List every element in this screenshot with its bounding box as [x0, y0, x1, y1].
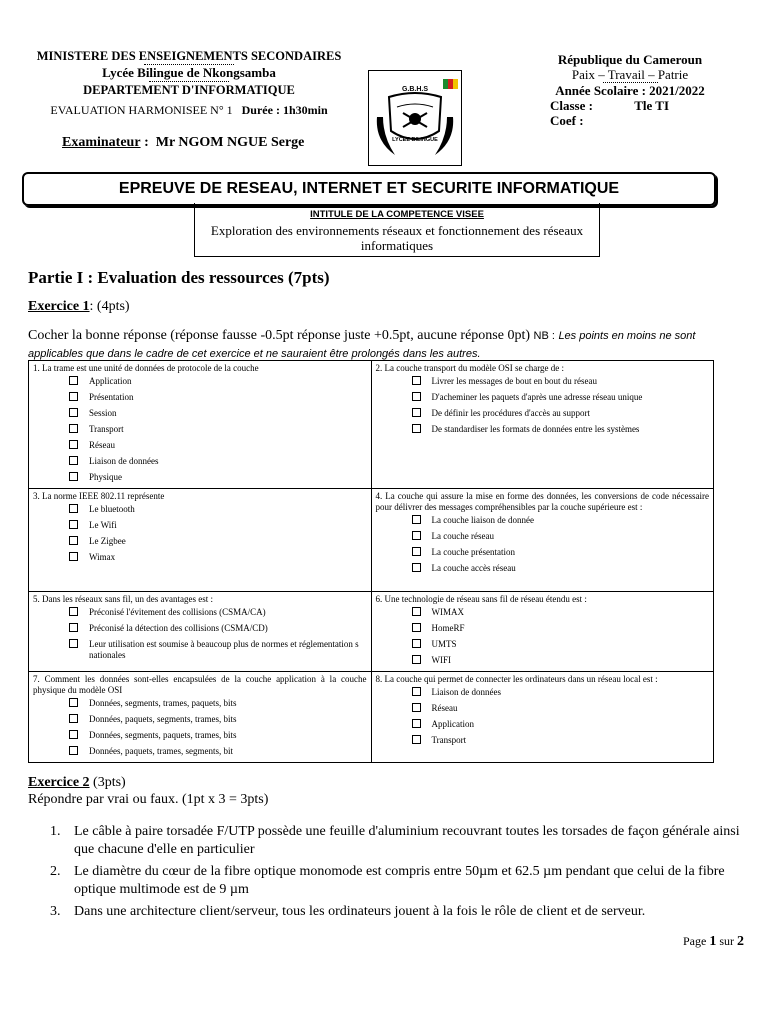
answer-option[interactable] — [412, 376, 710, 387]
checkbox[interactable] — [69, 607, 78, 616]
checkbox[interactable] — [69, 408, 78, 417]
option-label: Liaison de données — [89, 456, 159, 466]
part-title: Partie I : Evaluation des ressources (7pts) — [28, 268, 330, 287]
logo-text-top: G.B.H.S — [401, 86, 429, 93]
question-cell — [29, 592, 372, 672]
answer-option[interactable] — [69, 456, 367, 467]
exercise1-points: : (4pts) — [89, 299, 130, 314]
option-label: Réseau — [89, 440, 115, 450]
option-label: La couche réseau — [431, 531, 494, 541]
option-label: Préconisé la détection des collisions (CSMA/CD) — [89, 623, 268, 633]
option-label: Livrer les messages de bout en bout du réseau — [431, 376, 597, 386]
option-label: De standardiser les formats de données entre les systèmes — [431, 424, 640, 434]
item-number: 1. — [50, 824, 61, 839]
option-label: Présentation — [89, 392, 134, 402]
checkbox[interactable] — [69, 730, 78, 739]
question-cell — [29, 672, 372, 763]
option-label: UMTS — [431, 639, 457, 649]
answer-option[interactable] — [412, 515, 710, 526]
republic: République du Cameroun — [557, 52, 703, 67]
exercise1-label: Exercice 1 — [28, 299, 90, 314]
option-label: De définir les procédures d'accès au support — [431, 408, 591, 418]
competence-box — [194, 203, 600, 257]
option-label: Wimax — [89, 552, 116, 562]
evaluation-line — [24, 102, 354, 118]
checkbox[interactable] — [69, 698, 78, 707]
checkbox[interactable] — [412, 531, 421, 540]
option-label: Transport — [89, 424, 124, 434]
checkbox[interactable] — [412, 607, 421, 616]
checkbox[interactable] — [412, 547, 421, 556]
class-line — [550, 98, 730, 113]
answer-option[interactable] — [412, 607, 710, 618]
option-label: Données, paquets, segments, trames, bits — [89, 714, 237, 724]
option-label: Le bluetooth — [89, 504, 135, 514]
answer-option[interactable] — [412, 623, 710, 634]
item-text: Dans une architecture client/serveur, tous les ordinateurs jouent à la fois le rôle de client et de serveur. — [74, 904, 646, 919]
option-label: Réseau — [431, 703, 458, 713]
question-cell — [29, 489, 372, 592]
question-cell — [371, 592, 714, 672]
answer-option[interactable] — [69, 376, 367, 387]
item-text: Le diamètre du cœur de la fibre optique monomode est compris entre 50µm et 62.5 µm pendant que celui de la fibre optique multimode est de 9 µm — [74, 864, 725, 897]
item-number: 2. — [50, 864, 61, 879]
school-name: Lycée Bilingue de Nkongsamba — [102, 65, 276, 80]
checkbox[interactable] — [69, 392, 78, 401]
option-label: Liaison de données — [431, 687, 501, 697]
question-cell — [371, 361, 714, 489]
page-footer — [683, 934, 744, 950]
checkbox[interactable] — [412, 392, 421, 401]
list-item — [50, 823, 750, 859]
checkbox[interactable] — [412, 563, 421, 572]
checkbox[interactable] — [69, 552, 78, 561]
page-label: Page — [683, 934, 707, 948]
answer-option[interactable] — [69, 440, 367, 451]
answer-option[interactable] — [69, 552, 367, 563]
checkbox[interactable] — [412, 408, 421, 417]
option-label: WIFI — [431, 655, 451, 665]
exercise2-heading — [28, 774, 268, 808]
question-cell — [371, 672, 714, 763]
option-label: Application — [431, 719, 474, 729]
true-false-list — [50, 823, 750, 925]
checkbox[interactable] — [412, 703, 421, 712]
department: DEPARTEMENT D'INFORMATIQUE — [83, 83, 295, 97]
header-right — [530, 52, 730, 128]
checkbox[interactable] — [69, 746, 78, 755]
school-crest-icon — [369, 71, 461, 165]
checkbox[interactable] — [412, 623, 421, 632]
answer-option[interactable] — [412, 392, 710, 403]
exam-title: EPREUVE DE RESEAU, INTERNET ET SECURITE INFORMATIQUE — [22, 172, 716, 206]
option-label: Application — [89, 376, 132, 386]
page-current: 1 — [709, 934, 717, 949]
checkbox[interactable] — [412, 735, 421, 744]
option-label: Données, segments, paquets, trames, bits — [89, 730, 237, 740]
option-label: Physique — [89, 472, 123, 482]
page-total: 2 — [737, 934, 744, 949]
option-label: Session — [89, 408, 117, 418]
answer-option[interactable] — [69, 536, 367, 547]
checkbox[interactable] — [412, 655, 421, 664]
exercise2-instruction: Répondre par vrai ou faux. (1pt x 3 = 3pts) — [28, 792, 269, 807]
answer-option[interactable] — [412, 703, 710, 714]
motto: Paix – Travail – Patrie — [571, 67, 689, 82]
coef-label: Coef : — [550, 113, 584, 128]
answer-option[interactable] — [412, 639, 710, 650]
competence-text: Exploration des environnements réseaux et fonctionnement des réseaux informatiques — [210, 223, 584, 253]
question-text: 1. La trame est une unité de données de protocole de la couche — [33, 363, 259, 373]
header-left — [24, 48, 354, 118]
question-cell — [371, 489, 714, 592]
option-label: Données, segments, trames, paquets, bits — [89, 698, 237, 708]
checkbox[interactable] — [69, 504, 78, 513]
question-text: 7. Comment les données sont-elles encapsulées de la couche application à la couche physique du modèle OSI — [33, 674, 367, 695]
ministry: MINISTERE DES ENSEIGNEMENTS SECONDAIRES — [36, 49, 342, 63]
answer-option[interactable] — [69, 472, 367, 483]
checkbox[interactable] — [69, 536, 78, 545]
page-sep: sur — [719, 934, 734, 948]
option-label: D'acheminer les paquets d'après une adresse réseau unique — [431, 392, 643, 402]
question-text: 5. Dans les réseaux sans fil, un des avantages est : — [33, 594, 213, 604]
answer-option[interactable] — [412, 687, 710, 698]
answer-option[interactable] — [69, 698, 367, 709]
option-label: Le Zigbee — [89, 536, 126, 546]
option-label: La couche accès réseau — [431, 563, 516, 573]
answer-option[interactable] — [412, 719, 710, 730]
item-number: 3. — [50, 904, 61, 919]
answer-option[interactable] — [69, 730, 367, 741]
checkbox[interactable] — [69, 440, 78, 449]
answer-option[interactable] — [69, 639, 367, 661]
class-label: Classe : — [550, 98, 593, 113]
checkbox[interactable] — [69, 520, 78, 529]
checkbox[interactable] — [412, 639, 421, 648]
option-label: Transport — [431, 735, 467, 745]
option-label: Données, paquets, trames, segments, bit — [89, 746, 233, 756]
checkbox[interactable] — [69, 639, 78, 648]
exercise1-instructions — [28, 327, 750, 363]
option-label: HomeRF — [431, 623, 465, 633]
answer-option[interactable] — [69, 623, 367, 634]
school-logo — [368, 70, 462, 166]
answer-option[interactable] — [69, 746, 367, 757]
option-label: La couche présentation — [431, 547, 515, 557]
answer-option[interactable] — [412, 563, 710, 574]
list-item — [50, 903, 750, 921]
answer-option[interactable] — [69, 408, 367, 419]
option-label: Leur utilisation est soumise à beaucoup plus de normes et réglementation s nationales — [89, 639, 359, 660]
option-label: Le Wifi — [89, 520, 117, 530]
exercise2-points: (3pts) — [93, 775, 126, 790]
answer-option[interactable] — [69, 714, 367, 725]
exercise1-heading — [28, 299, 130, 315]
option-label: WIMAX — [431, 607, 464, 617]
question-text: 6. Une technologie de réseau sans fil de réseau étendu est : — [375, 594, 587, 604]
answer-option[interactable] — [69, 607, 367, 618]
competence-heading: INTITULE DE LA COMPETENCE VISEE — [310, 209, 484, 220]
question-text: 4. La couche qui assure la mise en forme des données, les conversions de code nécessaire pour délivrer des messages compréhensibles par la couche supérieure est : — [375, 491, 709, 512]
checkbox[interactable] — [69, 472, 78, 481]
checkbox[interactable] — [412, 687, 421, 696]
logo-text-ring: LYCEE BILINGUE — [392, 137, 438, 143]
option-label: Préconisé l'évitement des collisions (CSMA/CA) — [89, 607, 266, 617]
duration: Durée : 1h30min — [241, 103, 328, 117]
answer-option[interactable] — [412, 408, 710, 419]
checkbox[interactable] — [69, 424, 78, 433]
answer-option[interactable] — [412, 655, 710, 666]
checkbox[interactable] — [412, 719, 421, 728]
answer-option[interactable] — [69, 520, 367, 531]
answer-option[interactable] — [69, 392, 367, 403]
nb-note: Les points en moins ne sont applicables que dans le cadre de cet exercice et ne sauraient être prolongés dans les autres. — [28, 330, 696, 360]
instruction-text: Cocher la bonne réponse (réponse fausse -0.5pt réponse juste +0.5pt, aucune réponse 0pt) — [28, 328, 531, 343]
checkbox[interactable] — [69, 714, 78, 723]
list-item — [50, 863, 750, 899]
school-year: Année Scolaire : 2021/2022 — [555, 83, 705, 98]
item-text: Le câble à paire torsadée F/UTP possède une feuille d'aluminium recouvrant toutes les torsades de façon générale ainsi que chacune d'elle en particulier — [74, 824, 740, 857]
exercise2-label: Exercice 2 — [28, 775, 90, 790]
answer-option[interactable] — [412, 547, 710, 558]
examiner-name: Mr NGOM NGUE Serge — [155, 135, 305, 150]
checkbox[interactable] — [69, 623, 78, 632]
evaluation: EVALUATION HARMONISEE N° 1 — [50, 103, 233, 117]
question-text: 2. La couche transport du modèle OSI se charge de : — [375, 363, 565, 373]
examiner: Examinateur : Mr NGOM NGUE Serge — [62, 135, 305, 150]
checkbox[interactable] — [412, 376, 421, 385]
answer-option[interactable] — [69, 424, 367, 435]
question-text: 8. La couche qui permet de connecter les ordinateurs dans un réseau local est : — [375, 674, 658, 684]
answer-option[interactable] — [412, 531, 710, 542]
checkbox[interactable] — [412, 515, 421, 524]
checkbox[interactable] — [412, 424, 421, 433]
question-cell — [29, 361, 372, 489]
checkbox[interactable] — [69, 376, 78, 385]
examiner-label: Examinateur — [62, 135, 141, 150]
answer-option[interactable] — [412, 735, 710, 746]
nb-label: NB : — [533, 330, 555, 342]
answer-option[interactable] — [412, 424, 710, 435]
mcq-table — [28, 360, 714, 763]
question-text: 3. La norme IEEE 802.11 représente — [33, 491, 165, 501]
option-label: La couche liaison de donnée — [431, 515, 534, 525]
answer-option[interactable] — [69, 504, 367, 515]
class-value: Tle TI — [634, 98, 670, 113]
checkbox[interactable] — [69, 456, 78, 465]
